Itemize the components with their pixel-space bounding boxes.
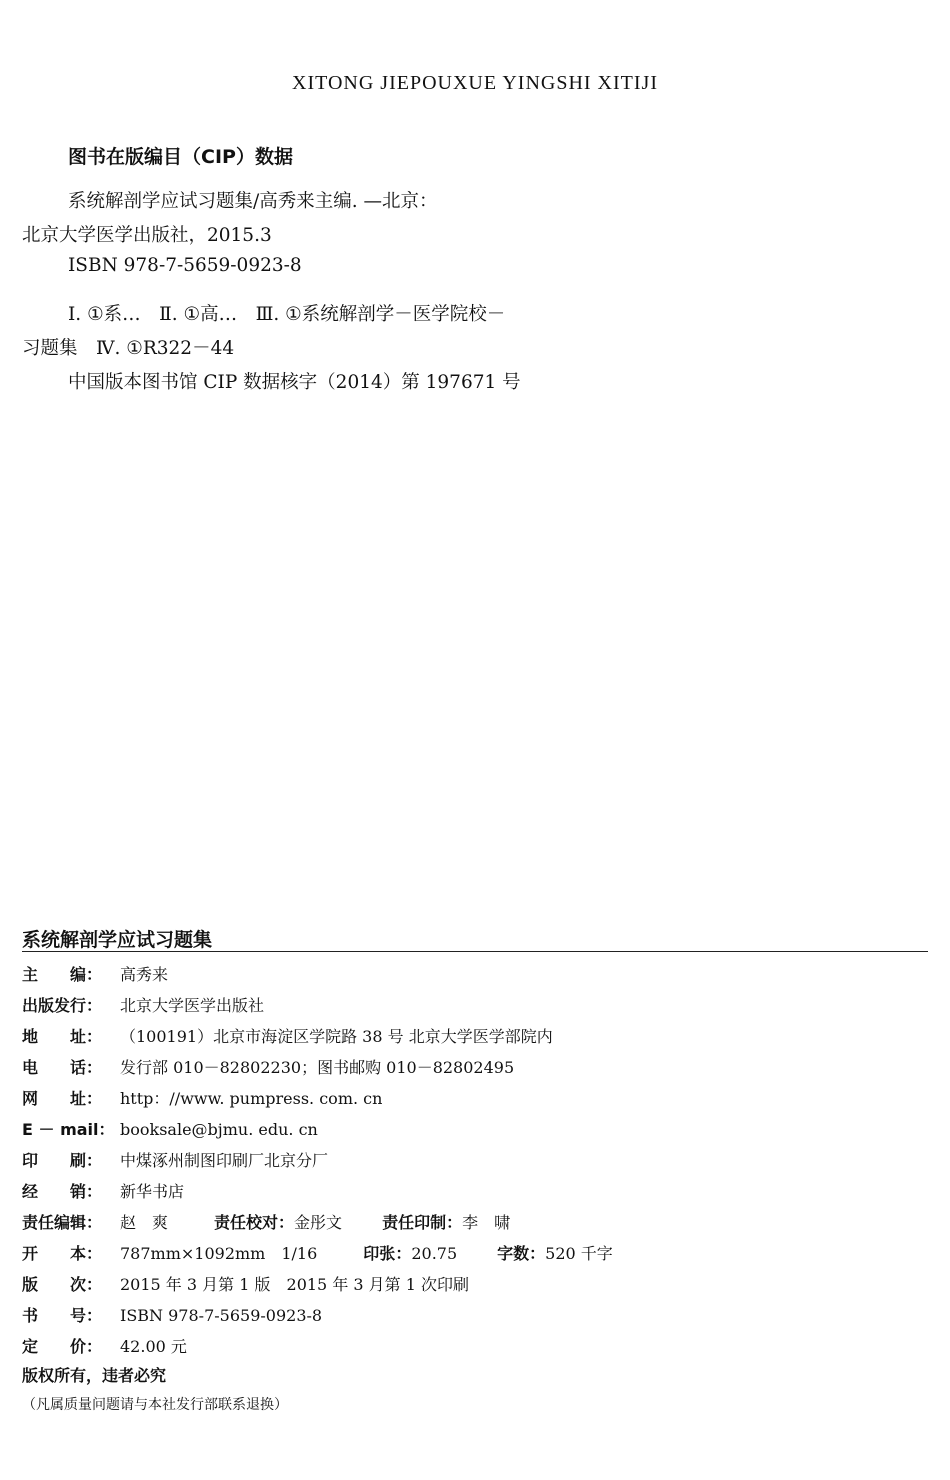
value-resp-print: 李 啸 <box>462 1213 511 1232</box>
label-isbn: 书 号： <box>22 1306 103 1325</box>
cip-isbn: ISBN 978-7-5659-0923-8 <box>68 255 302 276</box>
rights-notice: 版权所有，违者必究 <box>22 1366 167 1385</box>
label-format: 开 本： <box>22 1244 103 1263</box>
value-isbn: ISBN 978-7-5659-0923-8 <box>120 1306 323 1325</box>
cip-line-4: Ⅰ. ①系… Ⅱ. ①高… Ⅲ. ①系统解剖学－医学院校－ <box>68 304 506 325</box>
row-distributor <box>22 1179 184 1202</box>
label-words: 字数： <box>497 1244 546 1263</box>
label-resp-proof: 责任校对： <box>214 1213 295 1232</box>
label-printer: 印 刷： <box>22 1151 103 1170</box>
row-format <box>22 1241 613 1264</box>
label-resp-print: 责任印制： <box>382 1213 463 1232</box>
label-sheets: 印张： <box>363 1244 412 1263</box>
value-phone: 发行部 010－82802230；图书邮购 010－82802495 <box>120 1058 515 1077</box>
row-address <box>22 1024 553 1047</box>
row-edition <box>22 1272 469 1295</box>
label-publisher: 出版发行： <box>22 996 103 1015</box>
value-email: booksale@bjmu. edu. cn <box>120 1120 318 1139</box>
return-note: （凡属质量问题请与本社发行部联系退换） <box>22 1397 288 1413</box>
value-words: 520 千字 <box>545 1244 613 1263</box>
label-editor: 主 编： <box>22 965 103 984</box>
row-responsibility <box>22 1210 510 1233</box>
cip-heading: 图书在版编目（CIP）数据 <box>68 146 293 168</box>
divider <box>22 951 928 952</box>
label-resp-editor: 责任编辑： <box>22 1213 103 1232</box>
value-printer: 中煤涿州制图印刷厂北京分厂 <box>120 1151 329 1170</box>
cip-line-5: 习题集 Ⅳ. ①R322－44 <box>22 338 235 359</box>
value-price: 42.00 元 <box>120 1337 187 1356</box>
value-sheets: 20.75 <box>411 1244 458 1263</box>
row-price <box>22 1334 187 1357</box>
pinyin-title: XITONG JIEPOUXUE YINGSHI XITIJI <box>292 72 658 94</box>
cip-line-2: 北京大学医学出版社，2015.3 <box>22 225 272 246</box>
value-address: （100191）北京市海淀区学院路 38 号 北京大学医学部院内 <box>120 1027 553 1046</box>
row-web <box>22 1086 382 1109</box>
value-format: 787mm×1092mm 1/16 <box>120 1244 318 1263</box>
value-resp-proof: 金彤文 <box>294 1213 343 1232</box>
label-distributor: 经 销： <box>22 1182 103 1201</box>
row-phone <box>22 1055 514 1078</box>
row-publisher <box>22 993 264 1016</box>
value-web: http：//www. pumpress. com. cn <box>120 1089 383 1108</box>
value-distributor: 新华书店 <box>120 1182 185 1201</box>
cip-line-6: 中国版本图书馆 CIP 数据核字（2014）第 197671 号 <box>68 372 521 393</box>
row-isbn <box>22 1303 322 1326</box>
value-publisher: 北京大学医学出版社 <box>120 996 265 1015</box>
copyright-book-title: 系统解剖学应试习题集 <box>22 929 213 951</box>
value-edition: 2015 年 3 月第 1 版 2015 年 3 月第 1 次印刷 <box>120 1275 470 1294</box>
cip-line-1: 系统解剖学应试习题集/高秀来主编. —北京： <box>68 191 438 212</box>
label-price: 定 价： <box>22 1337 103 1356</box>
row-printer <box>22 1148 328 1171</box>
row-email <box>22 1117 318 1140</box>
label-edition: 版 次： <box>22 1275 103 1294</box>
row-editor <box>22 962 168 985</box>
label-email: E － mail： <box>22 1120 115 1139</box>
label-web: 网 址： <box>22 1089 103 1108</box>
label-address: 地 址： <box>22 1027 103 1046</box>
value-editor: 高秀来 <box>120 965 169 984</box>
label-phone: 电 话： <box>22 1058 103 1077</box>
value-resp-editor: 赵 爽 <box>120 1213 169 1232</box>
